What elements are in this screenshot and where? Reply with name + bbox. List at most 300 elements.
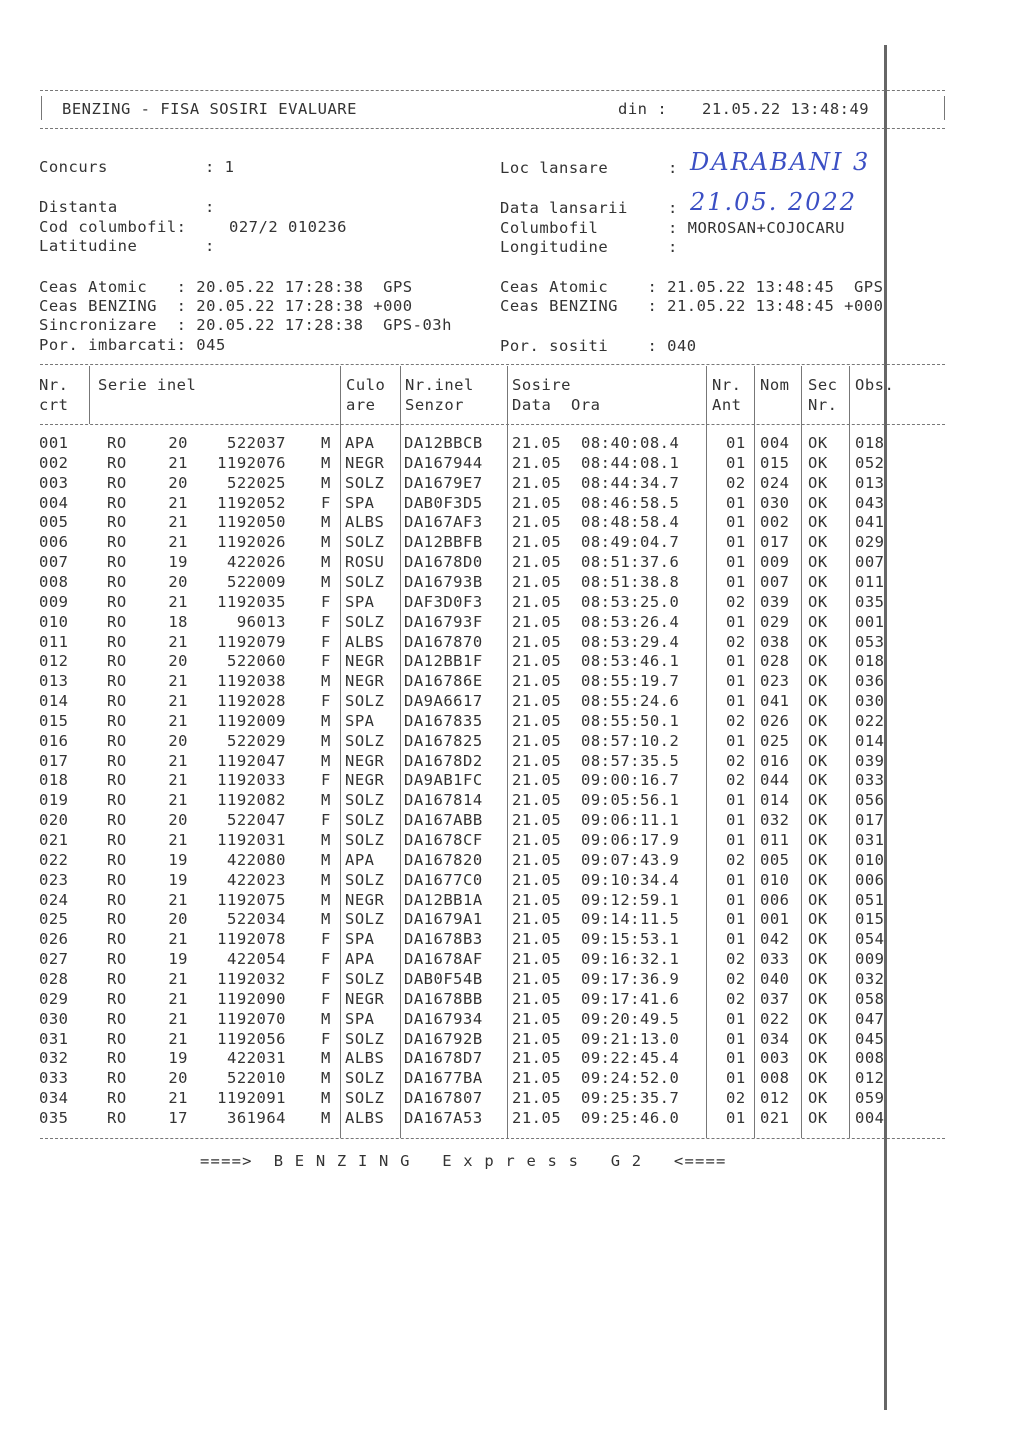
cod-columbofil-value: 027/2 010236 [229,218,347,236]
col-nr-inel-line1: Nr.inel [405,376,474,394]
cell-antenna-nr: 02 [726,771,746,790]
cell-row-number: 019 [39,791,69,810]
cell-ring-year: 21 [168,453,188,472]
cell-ring-country: RO [107,652,127,671]
cell-sex: M [321,572,331,591]
table-row [0,453,1024,473]
cell-arrival-time: 09:22:45.4 [581,1049,680,1068]
cell-arrival-date: 21.05 [512,1049,562,1068]
col-sec-line1: Sec [808,376,838,394]
cell-row-number: 004 [39,493,69,512]
header-top-border [40,90,945,91]
cell-chip-id: DA1678CF [404,831,483,849]
cell-row-number: 008 [39,572,69,591]
cell-sec-status: OK [808,989,828,1008]
cell-antenna-nr: 01 [726,493,746,512]
cell-sex: M [321,434,331,452]
cell-chip-id: DA1678D0 [404,553,483,572]
cell-chip-id: DA167A53 [404,1108,483,1127]
cell-sec-status: OK [808,1108,828,1127]
cell-color: SOLZ [345,831,385,849]
cell-sec-status: OK [808,950,828,969]
cell-obs: 017 [855,811,885,830]
cell-ring-number: 1192078 [217,930,286,949]
col-sec-line2: Nr. [808,396,838,414]
cell-sex: M [321,453,331,472]
cell-ring-number: 422080 [227,850,286,869]
print-datetime: 21.05.22 13:48:49 [702,100,870,118]
cell-ring-country: RO [107,632,127,651]
cell-obs: 018 [855,652,885,671]
cell-sec-status: OK [808,890,828,909]
cell-color: SPA [345,711,375,730]
cell-obs: 053 [855,632,885,651]
cell-ring-country: RO [107,751,127,770]
cell-chip-id: DA167814 [404,791,483,810]
cell-sec-status: OK [808,513,828,532]
cell-ring-number: 1192070 [217,1009,286,1028]
cell-row-number: 002 [39,453,69,472]
table-row [0,711,1024,731]
table-row [0,552,1024,572]
cell-color: SOLZ [345,870,385,889]
cell-color: SOLZ [345,612,385,631]
cell-obs: 010 [855,850,885,869]
cell-sex: M [321,1049,331,1068]
cell-arrival-time: 09:20:49.5 [581,1009,680,1028]
cell-ring-number: 361964 [227,1108,286,1127]
cell-color: SOLZ [345,731,385,750]
cell-ring-country: RO [107,989,127,1008]
cell-row-number: 017 [39,751,69,770]
distanta-label: Distanta [39,198,118,216]
cell-row-number: 021 [39,831,69,849]
cell-color: SPA [345,592,375,611]
cell-sec-status: OK [808,870,828,889]
cell-obs: 041 [855,513,885,532]
table-row [0,830,1024,850]
cell-arrival-time: 08:57:35.5 [581,751,680,770]
cell-arrival-time: 09:17:41.6 [581,989,680,1008]
cell-ring-country: RO [107,493,127,512]
cell-color: SOLZ [345,969,385,988]
cell-sex: F [321,493,331,512]
cell-antenna-nr: 01 [726,910,746,929]
cell-arrival-time: 09:06:11.1 [581,811,680,830]
cell-nom-position: 038 [760,632,790,651]
table-header-top-border [40,364,945,365]
cell-chip-id: DA167AF3 [404,513,483,532]
cell-ring-country: RO [107,692,127,711]
cell-ring-number: 1192047 [217,751,286,770]
loc-lansare-colon: : [668,159,678,177]
cell-nom-position: 044 [760,771,790,790]
cell-arrival-time: 08:49:04.7 [581,533,680,552]
cell-ring-number: 1192056 [217,1029,286,1048]
cell-nom-position: 004 [760,434,790,452]
cell-color: SOLZ [345,910,385,929]
cell-arrival-time: 08:44:08.1 [581,453,680,472]
cell-sec-status: OK [808,831,828,849]
cell-arrival-date: 21.05 [512,672,562,691]
cell-color: SOLZ [345,473,385,492]
cell-ring-number: 1192075 [217,890,286,909]
cell-ring-country: RO [107,1069,127,1088]
table-row [0,790,1024,810]
cell-ring-country: RO [107,811,127,830]
cell-ring-country: RO [107,890,127,909]
ceas-atomic-end: Ceas Atomic : 21.05.22 13:48:45 GPS [500,278,884,296]
cell-ring-country: RO [107,1089,127,1108]
cell-arrival-date: 21.05 [512,592,562,611]
cell-ring-year: 20 [168,1069,188,1088]
cell-obs: 031 [855,831,885,849]
data-lansarii-handwritten: 21.05. 2022 [690,188,858,216]
cell-sec-status: OK [808,632,828,651]
cell-nom-position: 041 [760,692,790,711]
cell-arrival-date: 21.05 [512,751,562,770]
table-row [0,493,1024,513]
cell-sec-status: OK [808,612,828,631]
cell-color: SOLZ [345,791,385,810]
porumbei-sositi: Por. sositi : 040 [500,337,697,355]
cell-color: APA [345,850,375,869]
cell-chip-id: DA167934 [404,1009,483,1028]
cell-chip-id: DA167825 [404,731,483,750]
ceas-atomic-start: Ceas Atomic : 20.05.22 17:28:38 GPS [39,278,413,296]
cell-ring-year: 21 [168,791,188,810]
cell-antenna-nr: 01 [726,453,746,472]
cell-ring-country: RO [107,831,127,849]
cell-ring-year: 21 [168,751,188,770]
loc-lansare-handwritten: DARABANI 3 [690,148,871,176]
cell-obs: 015 [855,910,885,929]
table-row [0,1088,1024,1108]
cell-ring-country: RO [107,771,127,790]
cell-obs: 036 [855,672,885,691]
cell-arrival-date: 21.05 [512,890,562,909]
cell-obs: 012 [855,1069,885,1088]
cell-obs: 051 [855,890,885,909]
cell-arrival-date: 21.05 [512,572,562,591]
cell-arrival-time: 08:55:50.1 [581,711,680,730]
cell-obs: 059 [855,1089,885,1108]
cell-ring-number: 522025 [227,473,286,492]
cell-antenna-nr: 01 [726,831,746,849]
cell-row-number: 010 [39,612,69,631]
cell-ring-number: 1192050 [217,513,286,532]
cell-antenna-nr: 02 [726,989,746,1008]
cell-ring-year: 21 [168,692,188,711]
cell-ring-number: 1192035 [217,592,286,611]
ceas-benzing-start: Ceas BENZING : 20.05.22 17:28:38 +000 [39,297,413,315]
cell-antenna-nr: 01 [726,1049,746,1068]
cell-sec-status: OK [808,672,828,691]
cell-arrival-date: 21.05 [512,434,562,452]
cell-nom-position: 028 [760,652,790,671]
table-row [0,989,1024,1009]
cell-row-number: 026 [39,930,69,949]
cell-ring-year: 19 [168,870,188,889]
table-row [0,1029,1024,1049]
cell-sec-status: OK [808,434,828,452]
table-bottom-border [40,1138,945,1139]
cell-arrival-time: 08:53:26.4 [581,612,680,631]
cell-chip-id: DA167835 [404,711,483,730]
cell-ring-year: 21 [168,513,188,532]
cell-ring-year: 20 [168,434,188,452]
longitudine-value: : [668,238,678,256]
cell-chip-id: DA167820 [404,850,483,869]
cell-ring-year: 18 [168,612,188,631]
cell-color: SOLZ [345,1069,385,1088]
cell-sex: M [321,870,331,889]
cell-color: SOLZ [345,1089,385,1108]
concurs-label: Concurs [39,158,108,176]
cell-chip-id: DA1678D2 [404,751,483,770]
cell-ring-number: 1192079 [217,632,286,651]
cell-row-number: 023 [39,870,69,889]
cell-chip-id: DAB0F3D5 [404,493,483,512]
cell-antenna-nr: 01 [726,612,746,631]
cell-antenna-nr: 01 [726,1009,746,1028]
cell-row-number: 027 [39,950,69,969]
cell-sec-status: OK [808,473,828,492]
cell-obs: 035 [855,592,885,611]
cell-sex: M [321,890,331,909]
cell-arrival-date: 21.05 [512,930,562,949]
cell-nom-position: 033 [760,950,790,969]
table-header-bottom-border [40,424,945,425]
cell-ring-country: RO [107,592,127,611]
cell-nom-position: 025 [760,731,790,750]
cell-arrival-date: 21.05 [512,553,562,572]
cell-arrival-date: 21.05 [512,652,562,671]
cell-arrival-date: 21.05 [512,1089,562,1108]
cell-arrival-date: 21.05 [512,791,562,810]
cell-sec-status: OK [808,811,828,830]
cell-sec-status: OK [808,791,828,810]
cell-ring-number: 522060 [227,652,286,671]
cell-chip-id: DA1679A1 [404,910,483,929]
table-row [0,433,1024,453]
table-row [0,651,1024,671]
cell-obs: 052 [855,453,885,472]
cell-row-number: 016 [39,731,69,750]
cell-sec-status: OK [808,1049,828,1068]
cell-arrival-date: 21.05 [512,850,562,869]
col-nr-crt-line2: crt [39,396,69,414]
cell-arrival-time: 09:06:17.9 [581,831,680,849]
cell-ring-country: RO [107,473,127,492]
table-row [0,731,1024,751]
cell-sex: F [321,950,331,969]
cell-sec-status: OK [808,771,828,790]
cell-arrival-time: 08:53:29.4 [581,632,680,651]
cell-arrival-time: 09:00:16.7 [581,771,680,790]
cell-ring-country: RO [107,969,127,988]
cell-color: NEGR [345,453,385,472]
table-row [0,632,1024,652]
col-nom: Nom [760,376,790,394]
cell-ring-year: 21 [168,711,188,730]
table-row [0,770,1024,790]
cell-antenna-nr: 01 [726,1108,746,1127]
cell-arrival-date: 21.05 [512,831,562,849]
cell-row-number: 015 [39,711,69,730]
header-bottom-border [40,128,945,129]
cell-sec-status: OK [808,572,828,591]
cell-sex: F [321,969,331,988]
cell-ring-year: 20 [168,652,188,671]
cell-antenna-nr: 01 [726,652,746,671]
cell-chip-id: DA1678BB [404,989,483,1008]
cell-row-number: 035 [39,1108,69,1127]
cell-ring-country: RO [107,434,127,452]
cell-ring-country: RO [107,870,127,889]
table-row [0,751,1024,771]
cell-nom-position: 032 [760,811,790,830]
cell-arrival-time: 08:55:24.6 [581,692,680,711]
cell-antenna-nr: 02 [726,632,746,651]
cell-obs: 018 [855,434,885,452]
cell-sex: F [321,930,331,949]
footer-brand: ====> B E N Z I N G E x p r e s s G 2 <==== [200,1152,727,1170]
cell-ring-year: 21 [168,632,188,651]
cell-color: SPA [345,1009,375,1028]
cell-sex: M [321,513,331,532]
cell-nom-position: 022 [760,1009,790,1028]
cell-row-number: 012 [39,652,69,671]
cell-nom-position: 039 [760,592,790,611]
cell-antenna-nr: 02 [726,751,746,770]
cell-nom-position: 037 [760,989,790,1008]
cell-sex: M [321,1069,331,1088]
cell-arrival-time: 09:17:36.9 [581,969,680,988]
cell-ring-number: 522034 [227,910,286,929]
cell-chip-id: DA1678D7 [404,1049,483,1068]
cell-color: NEGR [345,652,385,671]
cell-nom-position: 023 [760,672,790,691]
cell-arrival-date: 21.05 [512,612,562,631]
cell-sec-status: OK [808,1089,828,1108]
cell-ring-year: 21 [168,672,188,691]
cell-ring-year: 19 [168,850,188,869]
cell-arrival-date: 21.05 [512,1029,562,1048]
cell-ring-country: RO [107,950,127,969]
cell-nom-position: 010 [760,870,790,889]
cell-chip-id: DAF3D0F3 [404,592,483,611]
cell-antenna-nr: 02 [726,950,746,969]
cell-ring-year: 21 [168,969,188,988]
cell-sec-status: OK [808,711,828,730]
cell-arrival-time: 08:51:37.6 [581,553,680,572]
cell-color: NEGR [345,989,385,1008]
cell-nom-position: 021 [760,1108,790,1127]
cell-nom-position: 007 [760,572,790,591]
cell-obs: 022 [855,711,885,730]
cell-chip-id: DA1679E7 [404,473,483,492]
cell-ring-country: RO [107,711,127,730]
cell-chip-id: DAB0F54B [404,969,483,988]
cell-nom-position: 026 [760,711,790,730]
cell-sex: M [321,711,331,730]
cell-nom-position: 029 [760,612,790,631]
cell-sex: M [321,791,331,810]
col-obs: Obs. [855,376,895,394]
cell-arrival-date: 21.05 [512,950,562,969]
document-title: BENZING - FISA SOSIRI EVALUARE [62,100,357,118]
cell-row-number: 028 [39,969,69,988]
cell-arrival-date: 21.05 [512,1108,562,1127]
cell-sex: M [321,831,331,849]
cell-obs: 006 [855,870,885,889]
cell-obs: 039 [855,751,885,770]
cell-antenna-nr: 01 [726,672,746,691]
cell-nom-position: 001 [760,910,790,929]
cell-arrival-time: 09:25:35.7 [581,1089,680,1108]
cell-ring-year: 20 [168,910,188,929]
cell-ring-number: 1192009 [217,711,286,730]
cell-ring-number: 1192038 [217,672,286,691]
cell-sec-status: OK [808,731,828,750]
cell-color: NEGR [345,771,385,790]
cell-nom-position: 011 [760,831,790,849]
col-sosire-line1: Sosire [512,376,571,394]
col-nr-inel-line2: Senzor [405,396,464,414]
cell-arrival-date: 21.05 [512,870,562,889]
cell-chip-id: DA167ABB [404,811,483,830]
cell-sex: M [321,731,331,750]
cell-obs: 011 [855,572,885,591]
cell-arrival-time: 08:55:19.7 [581,672,680,691]
cell-ring-number: 1192028 [217,692,286,711]
cell-row-number: 024 [39,890,69,909]
cell-color: SPA [345,930,375,949]
columbofil-value: : MOROSAN+COJOCARU [668,219,845,237]
cell-nom-position: 024 [760,473,790,492]
col-culoare-line2: are [346,396,376,414]
cell-antenna-nr: 02 [726,473,746,492]
table-row [0,909,1024,929]
cell-arrival-time: 08:51:38.8 [581,572,680,591]
columbofil-label: Columbofil [500,219,599,237]
cell-obs: 030 [855,692,885,711]
cell-antenna-nr: 01 [726,533,746,552]
cell-antenna-nr: 01 [726,572,746,591]
cell-sec-status: OK [808,910,828,929]
cell-row-number: 033 [39,1069,69,1088]
cell-sec-status: OK [808,1029,828,1048]
cell-chip-id: DA16793F [404,612,483,631]
cell-antenna-nr: 02 [726,711,746,730]
cell-row-number: 001 [39,434,69,452]
cell-ring-number: 1192052 [217,493,286,512]
table-row [0,1048,1024,1068]
cell-ring-country: RO [107,1049,127,1068]
table-row [0,532,1024,552]
cell-sec-status: OK [808,692,828,711]
cell-row-number: 022 [39,850,69,869]
cell-ring-year: 21 [168,831,188,849]
cell-ring-number: 1192090 [217,989,286,1008]
cell-obs: 013 [855,473,885,492]
cell-sec-status: OK [808,493,828,512]
cell-sec-status: OK [808,533,828,552]
cell-row-number: 020 [39,811,69,830]
cell-color: SPA [345,493,375,512]
table-row [0,810,1024,830]
